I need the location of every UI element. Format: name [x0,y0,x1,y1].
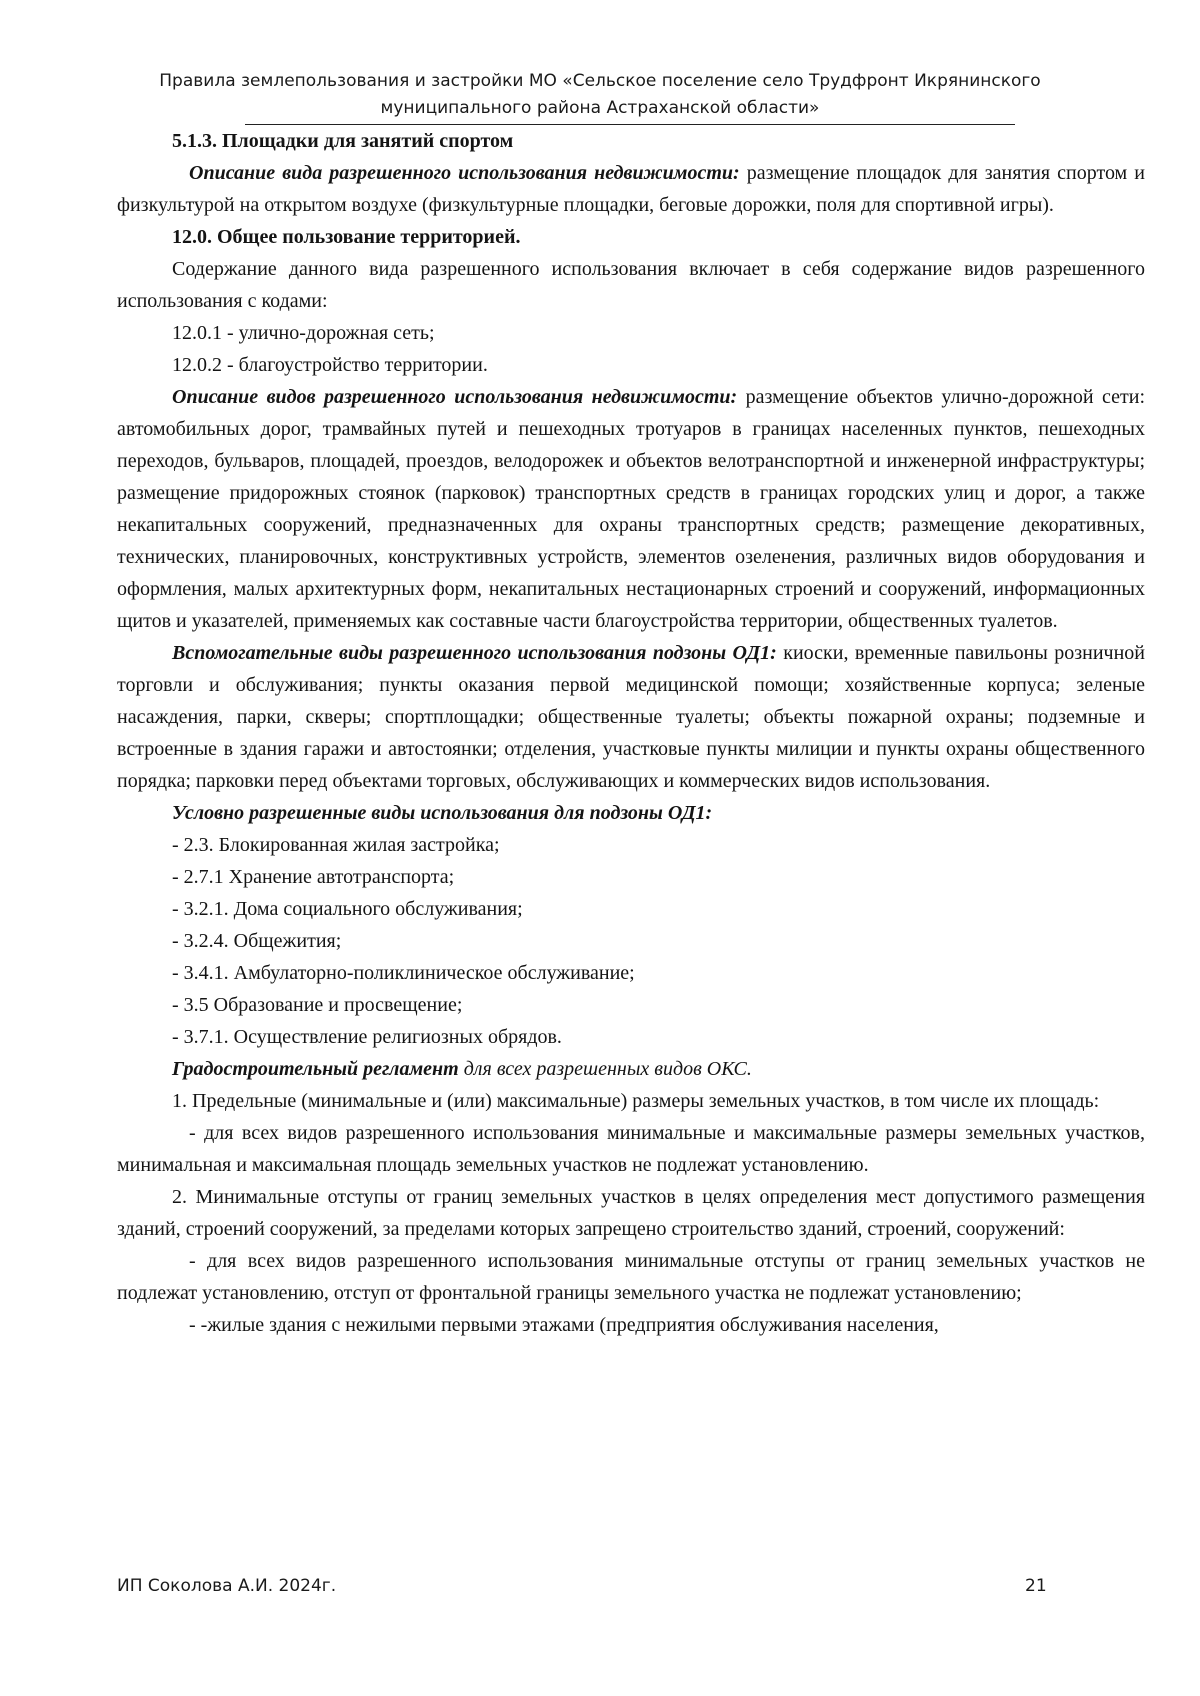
code-item: 12.0.1 - улично-дорожная сеть; [172,322,435,344]
auxiliary-uses [117,637,1145,797]
page-number: 21 [1025,1576,1047,1596]
conditional-item: - 2.7.1 Хранение автотранспорта; [172,866,455,888]
conditional-item: - 2.3. Блокированная жилая застройка; [172,834,500,856]
conditional-item: - 3.7.1. Осуществление религиозных обрядов. [172,1026,562,1048]
regulation-item-2a: - для всех видов разрешенного использования минимальные отступы от границ земельных участков не подлежат установлению, отступ от фронтальной границы земельного участка не подлежат установлению; [117,1250,1145,1304]
header-line-1: Правила землепользования и застройки МО «Сельское поселение село Трудфронт Икрянинского [159,71,1041,91]
section-120-intro: Содержание данного вида разрешенного использования включает в себя содержание видов разрешенного использования с кодами: [117,258,1145,312]
conditional-item: - 3.4.1. Амбулаторно-поликлиническое обслуживание; [172,962,635,984]
auxiliary-label: Вспомогательные виды разрешенного использования подзоны ОД1: [172,642,777,664]
regulation-item-1a: - для всех видов разрешенного использования минимальные и максимальные размеры земельных участков, минимальная и максимальная площадь земельных участков не подлежат установлению. [117,1122,1145,1176]
document-body [117,125,1145,1341]
auxiliary-text: киоски, временные павильоны розничной торговли и обслуживания; пункты оказания первой медицинской помощи; хозяйственные корпуса; зеленые насаждения, парки, скверы; спортплощадки; общественные туалеты; объекты пожарной охраны; подземные и встроенные в здания гаражи и автостоянки; отделения, участковые пункты милиции и пункты охраны общественного порядка; парковки перед объектами торговых, обслуживающих и коммерческих видов использования. [117,642,1146,792]
conditional-heading: Условно разрешенные виды использования для подзоны ОД1: [172,802,713,824]
section-513-desc-label: Описание вида разрешенного использования недвижимости: [189,162,740,184]
regulation-item-2: 2. Минимальные отступы от границ земельных участков в целях определения мест допустимого размещения зданий, строений сооружений, за пределами которых запрещено строительство зданий, строений, сооружений: [117,1186,1145,1240]
section-120-desc-text: размещение объектов улично-дорожной сети: автомобильных дорог, трамвайных путей и пешеходных тротуаров в границах населенных пунктов, пешеходных переходов, бульваров, площадей, проездов, велодорожек и объектов велотранспортной и инженерной инфраструктуры; размещение придорожных стоянок (парковок) транспортных средств в границах городских улиц и дорог, а также некапитальных сооружений, предназначенных для охраны транспортных средств; размещение декоративных, технических, планировочных, конструктивных устройств, элементов озеленения, различных видов оборудования и оформления, малых архитектурных форм, некапитальных нестационарных строений и сооружений, информационных щитов и указателей, применяемых как составные части благоустройства территории, общественных туалетов. [117,386,1145,632]
regulation-heading [117,1053,1145,1085]
header-line-2: муниципального района Астраханской области» [380,98,820,118]
section-513-heading: 5.1.3. Площадки для занятий спортом [172,130,514,152]
section-120-heading: 12.0. Общее пользование территорией. [172,226,521,248]
regulation-label-rest: для всех разрешенных видов ОКС. [458,1058,752,1080]
section-120-desc-label: Описание видов разрешенного использования недвижимости: [172,386,738,408]
footer-author: ИП Соколова А.И. 2024г. [117,1576,337,1596]
conditional-item: - 3.2.1. Дома социального обслуживания; [172,898,523,920]
running-header [150,68,1050,122]
regulation-item-2b: - -жилые здания с нежилыми первыми этажами (предприятия обслуживания населения, [189,1314,939,1336]
section-513-description [117,157,1145,221]
conditional-item: - 3.2.4. Общежития; [172,930,342,952]
regulation-label: Градостроительный регламент [172,1058,459,1080]
code-item: 12.0.2 - благоустройство территории. [172,354,488,376]
regulation-item-1: 1. Предельные (минимальные и (или) максимальные) размеры земельных участков, в том числе их площадь: [172,1090,1100,1112]
section-513-desc-text: размещение площадок для занятия спортом и физкультурой на открытом воздухе (физкультурные площадки, беговые дорожки, поля для спортивной игры). [117,162,1145,216]
section-120-description [117,381,1145,637]
conditional-item: - 3.5 Образование и просвещение; [172,994,463,1016]
